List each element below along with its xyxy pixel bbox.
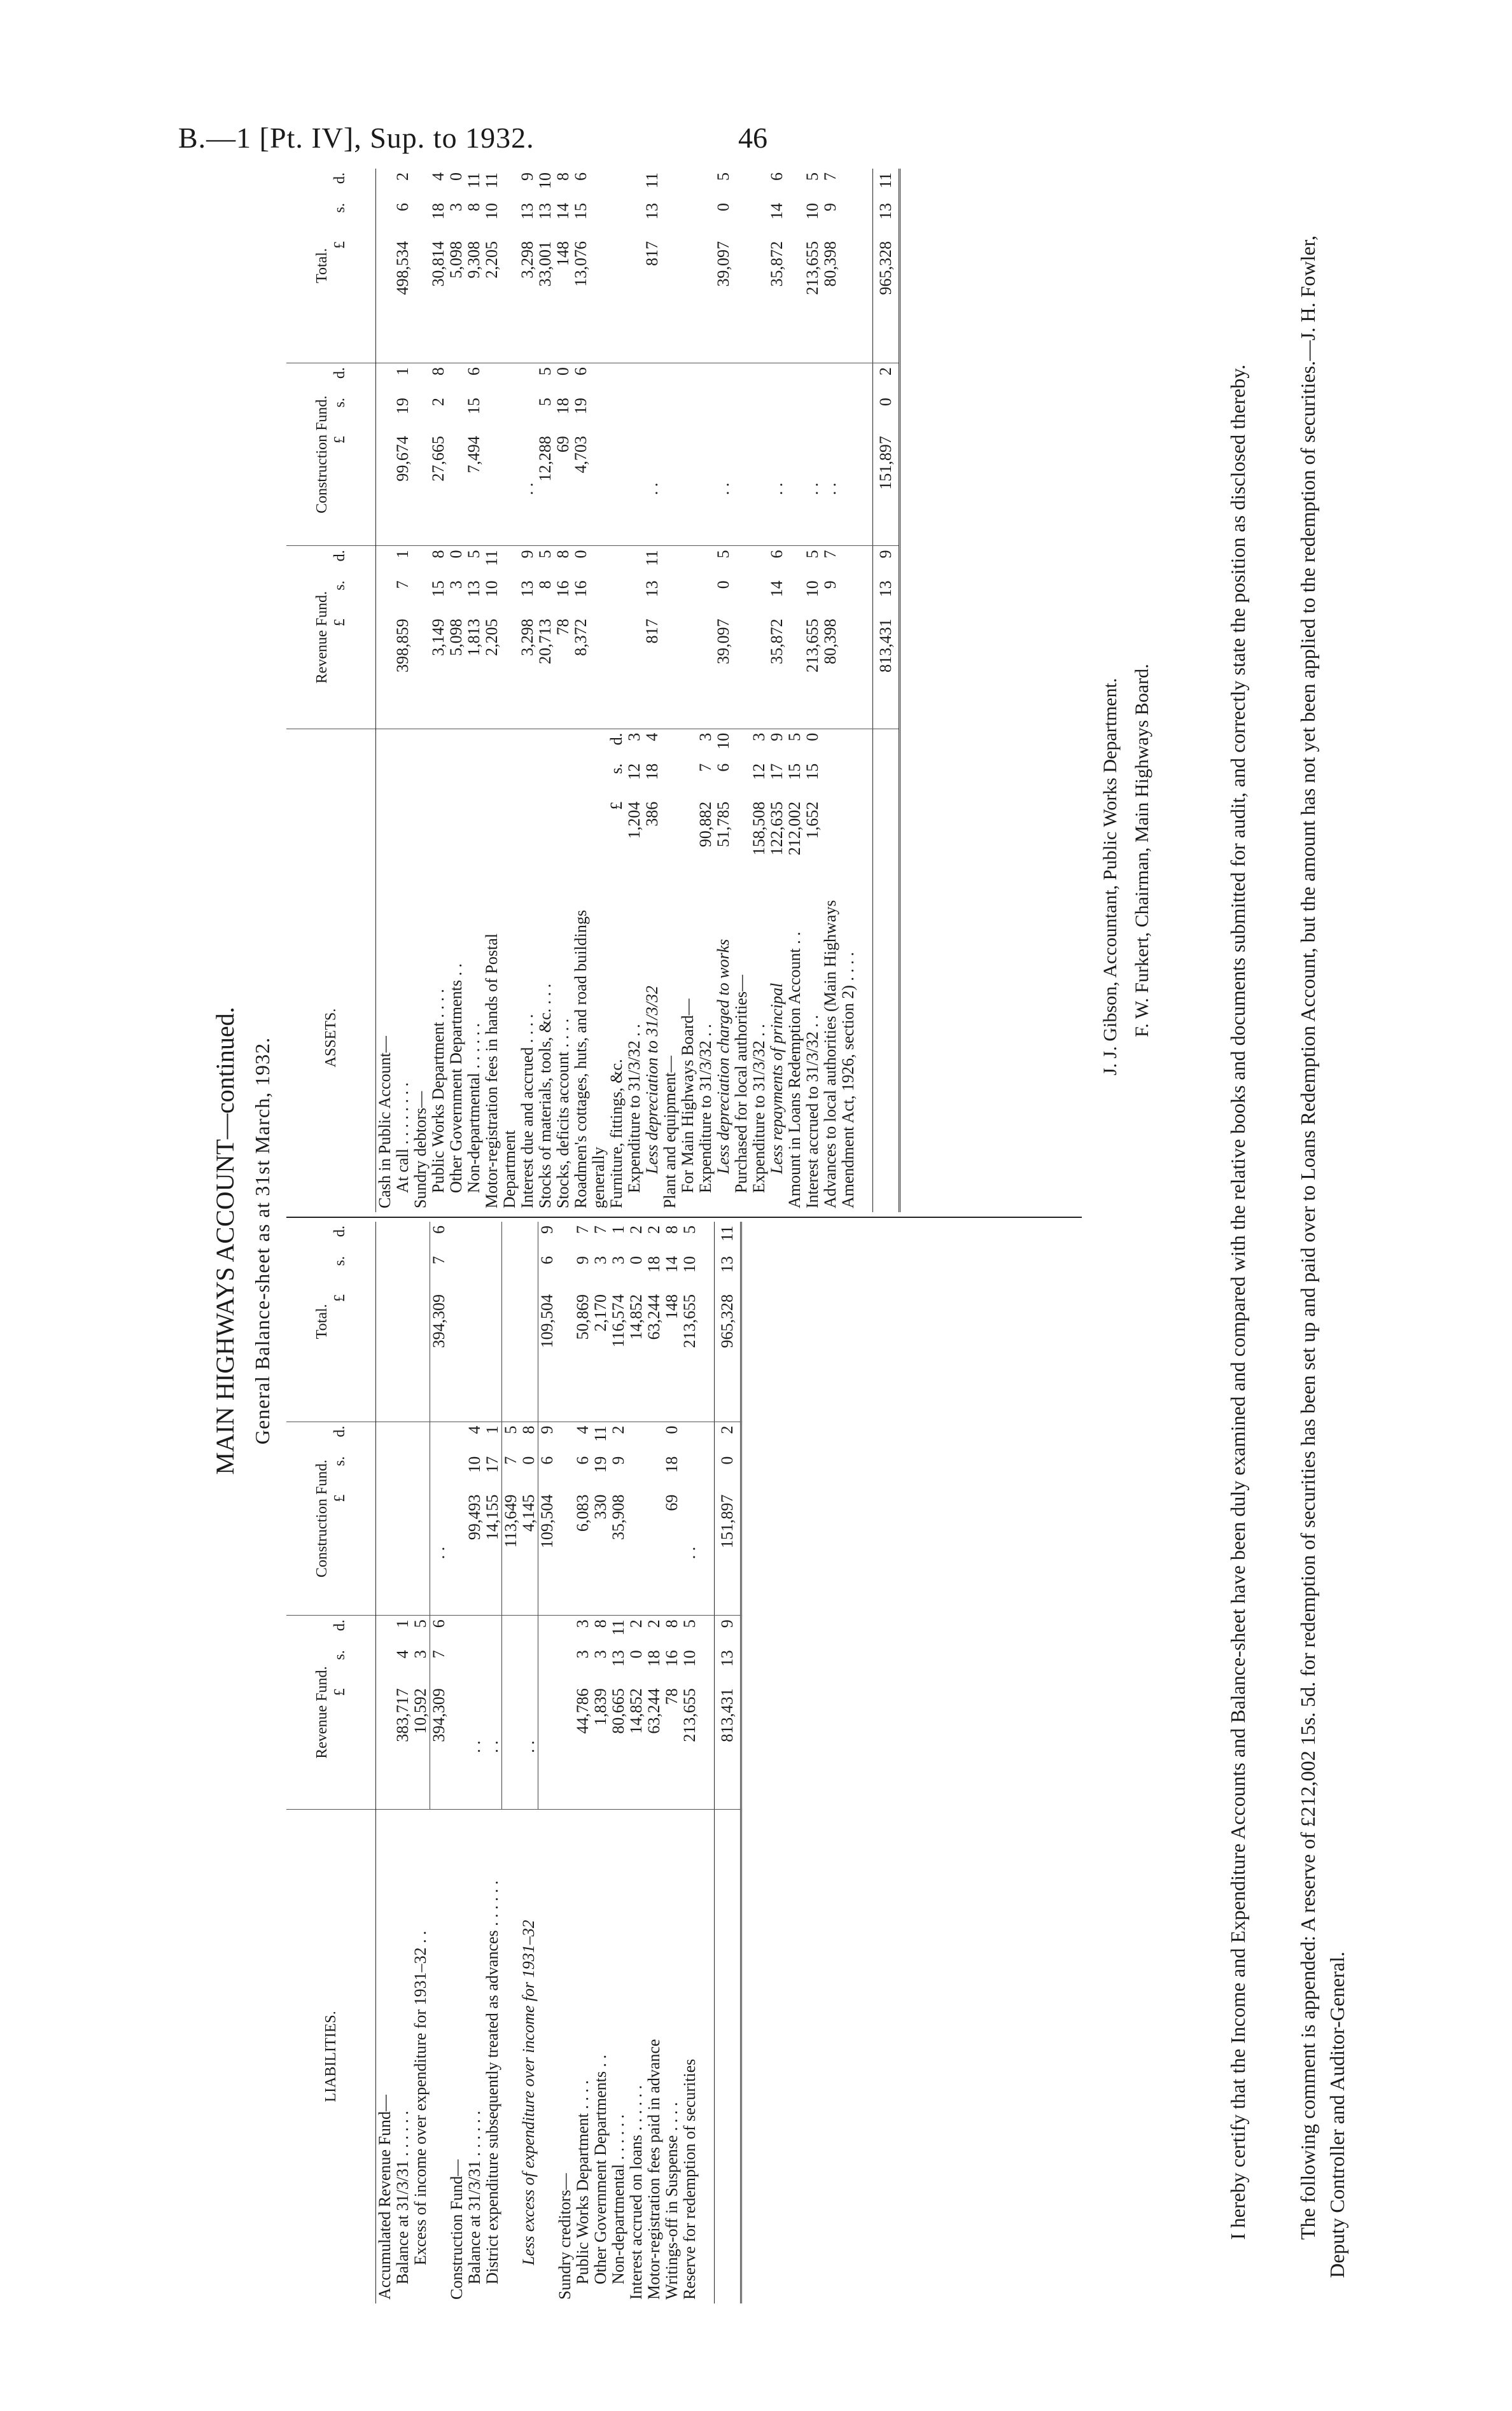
- total-amount: 5,098 3 0: [447, 169, 465, 363]
- certification-text: I hereby certify that the Income and Expenditure Accounts and Balance-sheet have been duly examined and compared with the relative books and documents submitted for audit, and correctly state the position as disclosed thereby.: [1226, 364, 1249, 2240]
- row-label: Plant and equipment—: [661, 1056, 679, 1208]
- currency-units: £ s. d.: [332, 367, 348, 444]
- construction-fund-amount: [786, 363, 804, 546]
- construction-fund-amount: . .: [768, 363, 786, 546]
- construction-fund-heading-label: Construction Fund.: [314, 395, 330, 514]
- table-row: [608, 169, 626, 1212]
- row-label: Interest accrued on loans . . . . . .: [627, 2085, 645, 2300]
- assets-header-row: [286, 169, 376, 1212]
- assets-body: [376, 169, 900, 1212]
- construction-fund-amount: [448, 1422, 466, 1616]
- inner-amount: [483, 729, 519, 863]
- revenue-fund-amount: [448, 1616, 466, 1810]
- construction-fund-amount: [608, 363, 626, 546]
- construction-fund-amount: [732, 363, 750, 546]
- row-label: Sundry debtors—: [411, 1091, 430, 1208]
- total-amount: [520, 1222, 538, 1422]
- construction-fund-amount: [483, 363, 519, 546]
- grand-total-row: [873, 169, 900, 1212]
- total-heading: [286, 169, 376, 363]
- table-row: [412, 169, 430, 1212]
- rotated-balance-sheet: [210, 165, 1349, 2316]
- revenue-fund-amount: 78 16 8: [663, 1616, 681, 1810]
- table-row: [536, 169, 554, 1212]
- revenue-fund-heading-label: Revenue Fund.: [314, 1666, 330, 1759]
- table-row: [394, 169, 412, 1212]
- table-row: [483, 169, 519, 1212]
- liabilities-table: [286, 1222, 742, 2303]
- row-label: Stocks of materials, tools, &c. . . .: [536, 983, 554, 1208]
- construction-fund-amount: [645, 1422, 663, 1616]
- revenue-fund-amount: [626, 546, 643, 729]
- row-label: Amount in Loans Redemption Account . .: [785, 932, 804, 1208]
- total-amount: 2,170 3 7: [592, 1222, 610, 1422]
- construction-fund-heading-label: Construction Fund.: [314, 1459, 330, 1578]
- total-amount: 148 14 8: [554, 169, 572, 363]
- table-row: [556, 1222, 574, 2303]
- row-label: Furniture, fittings, &c.: [607, 1059, 626, 1208]
- row-label: Less excess of expenditure over income for 1931–32: [519, 1920, 538, 2265]
- row-label: Expenditure to 31/3/32 . .: [625, 1024, 643, 1193]
- table-row: [663, 1222, 681, 2303]
- table-row: [447, 169, 465, 1212]
- construction-fund-amount: [376, 363, 395, 546]
- row-label: For Main Highways Board—: [678, 998, 697, 1193]
- construction-fund-amount: 6,083 6 4: [574, 1422, 592, 1616]
- inner-amount: [822, 729, 857, 863]
- total-amount: 498,534 6 2: [394, 169, 412, 363]
- inner-amount: 51,785 6 10: [714, 732, 732, 848]
- total-amount: 817 13 11: [643, 169, 661, 363]
- row-label: [502, 1809, 521, 2303]
- total-amount: [626, 169, 643, 363]
- row-label: Less depreciation charged to works: [714, 939, 732, 1174]
- construction-fund-amount: [626, 363, 643, 546]
- row-label: Accumulated Revenue Fund—: [375, 2094, 394, 2300]
- auditor-comment: The following comment is appended: A reserve of £212,002 15s. 5d. for redemption of securities has been set up and paid over to Loans Redemption Account, but the amount has not yet been applied to the redemption of securities.—J. H. Fowler, Deputy Controller and Auditor-General.: [1296, 235, 1348, 2278]
- revenue-fund-amount: 3,149 15 8: [430, 546, 447, 729]
- total-heading: [286, 1222, 376, 1422]
- row-label: Interest accrued to 31/3/32 . .: [803, 1015, 822, 1208]
- row-label: Other Government Departments . .: [447, 963, 465, 1193]
- liabilities-heading: LIABILITIES.: [286, 1809, 376, 2303]
- total-amount: 35,872 14 6: [768, 169, 786, 363]
- row-label: Expenditure to 31/3/32 . .: [750, 1024, 768, 1193]
- table-row: [750, 169, 768, 1212]
- row-label: Reserve for redemption of securities: [680, 2058, 699, 2300]
- total-amount: [502, 1222, 521, 1422]
- table-row: [572, 169, 608, 1212]
- revenue-fund-amount: [732, 546, 750, 729]
- construction-fund-amount: 4,703 19 6: [572, 363, 608, 546]
- total-amount: 394,309 7 6: [430, 1222, 449, 1422]
- total-amount: 39,097 0 5: [715, 169, 732, 363]
- construction-fund-total: 151,897 0 2: [715, 1422, 741, 1616]
- total-amount: [750, 169, 768, 363]
- inner-amount: 90,882 7 3: [696, 732, 715, 848]
- total-amount: [412, 169, 430, 363]
- table-row: [786, 169, 804, 1212]
- revenue-fund-amount: [679, 546, 697, 729]
- table-row: [610, 1222, 627, 2303]
- row-label: Motor-registration fees in hands of Postal Department: [482, 933, 519, 1208]
- total-amount: 2,205 10 11: [483, 169, 519, 363]
- total-heading-label: Total.: [314, 248, 330, 284]
- grand-total: 965,328 13 11: [873, 169, 900, 363]
- construction-fund-amount: [376, 1422, 395, 1616]
- table-row: [502, 1222, 521, 2303]
- grand-total: 965,328 13 11: [715, 1222, 741, 1422]
- row-label: Other Government Departments . .: [591, 2054, 610, 2284]
- currency-units: £ s. d.: [332, 1226, 348, 1302]
- construction-fund-amount: [679, 363, 697, 546]
- row-label: Advances to local authorities (Main Highways Amendment Act, 1926, section 2) . . . .: [821, 900, 857, 1208]
- table-row: [822, 169, 857, 1212]
- construction-fund-amount: [627, 1422, 645, 1616]
- table-row: [697, 169, 715, 1212]
- revenue-fund-amount: 14,852 0 2: [627, 1616, 645, 1810]
- row-label: Expenditure to 31/3/32 . .: [696, 1024, 715, 1193]
- revenue-fund-amount: [538, 1616, 557, 1810]
- construction-fund-amount: . .: [519, 363, 536, 546]
- table-row: [538, 1222, 557, 2303]
- revenue-fund-amount: 80,398 9 7: [822, 546, 857, 729]
- currency-units: £ s. d.: [332, 550, 348, 627]
- inner-amount: 1,652 15 0: [803, 732, 822, 839]
- construction-fund-amount: 113,649 7 5: [502, 1422, 521, 1616]
- table-row: [645, 1222, 663, 2303]
- inner-amount-heading: [286, 729, 376, 863]
- revenue-fund-amount: 44,786 3 3: [574, 1616, 592, 1810]
- row-label: Less depreciation to 31/3/32: [643, 986, 661, 1174]
- revenue-fund-amount: 1,813 13 5: [465, 546, 483, 729]
- table-row: [465, 169, 483, 1212]
- construction-fund-heading: [286, 363, 376, 546]
- row-label: Public Works Department . . . .: [429, 989, 447, 1193]
- construction-fund-amount: 330 19 11: [592, 1422, 610, 1616]
- construction-fund-amount: [556, 1422, 574, 1616]
- revenue-fund-amount: 394,309 7 6: [430, 1616, 449, 1810]
- revenue-fund-amount: . .: [466, 1616, 484, 1810]
- construction-fund-amount: 99,674 19 1: [394, 363, 412, 546]
- liabilities-header-row: [286, 1222, 376, 2303]
- revenue-fund-amount: [376, 546, 395, 729]
- table-row: [679, 169, 697, 1212]
- total-amount: [661, 169, 679, 363]
- revenue-fund-heading: [286, 546, 376, 729]
- revenue-fund-amount: [697, 546, 715, 729]
- total-amount: [376, 1222, 395, 1422]
- table-row: [466, 1222, 484, 2303]
- row-label: Balance at 31/3/31 . . . . . .: [393, 2111, 412, 2284]
- revenue-fund-amount: 1,839 3 8: [592, 1616, 610, 1810]
- total-amount: [679, 169, 697, 363]
- construction-fund-amount: . .: [804, 363, 822, 546]
- table-row: [768, 169, 786, 1212]
- inner-amount: [519, 729, 536, 863]
- document-reference: B.—1 [Pt. IV], Sup. to 1932.: [178, 122, 535, 154]
- revenue-fund-heading-label: Revenue Fund.: [314, 591, 330, 684]
- table-row: [804, 169, 822, 1212]
- revenue-fund-heading: [286, 1616, 376, 1810]
- construction-fund-amount: 109,504 6 9: [538, 1422, 557, 1616]
- row-label: At call . . . . . . . .: [393, 1082, 412, 1193]
- inner-amount: £ s. d.: [607, 732, 626, 810]
- revenue-fund-amount: 8,372 16 0: [572, 546, 608, 729]
- construction-fund-amount: [412, 363, 430, 546]
- signature-furkert: F. W. Furkert, Chairman, Main Highways Board.: [1131, 664, 1152, 1037]
- inner-amount: [661, 729, 679, 863]
- revenue-fund-amount: [786, 546, 804, 729]
- revenue-fund-total: 813,431 13 9: [715, 1616, 741, 1810]
- table-row: [430, 169, 447, 1212]
- inner-amount: [465, 729, 483, 863]
- signature-gibson: J. J. Gibson, Accountant, Public Works Department.: [1100, 678, 1121, 1075]
- table-row: [520, 1222, 538, 2303]
- construction-fund-amount: 69 18 0: [663, 1422, 681, 1616]
- construction-fund-amount: [394, 1422, 412, 1616]
- row-label: [538, 1809, 557, 2303]
- inner-amount: 1,204 12 3: [625, 732, 643, 839]
- revenue-fund-amount: 78 16 8: [554, 546, 572, 729]
- table-row: [626, 169, 643, 1212]
- row-label: Less repayments of principal: [767, 982, 786, 1174]
- row-label: Excess of income over expenditure for 1931–32 . .: [411, 1931, 430, 2265]
- revenue-fund-amount: [412, 546, 430, 729]
- inner-amount: 386 18 4: [643, 732, 661, 827]
- table-row: [715, 169, 732, 1212]
- total-amount: 33,001 13 10: [536, 169, 554, 363]
- inner-amount: [412, 729, 430, 863]
- total-amount: [412, 1222, 430, 1422]
- table-row: [627, 1222, 645, 2303]
- table-row: [554, 169, 572, 1212]
- signature-block: [1095, 185, 1158, 1075]
- row-label: Public Works Department . . . .: [573, 2080, 592, 2284]
- total-amount: [466, 1222, 484, 1422]
- total-amount: [484, 1222, 502, 1422]
- total-amount: [608, 169, 626, 363]
- page-number: 46: [738, 122, 767, 154]
- row-label: Writings-off in Suspense . . . .: [662, 2102, 681, 2300]
- row-label: Balance at 31/3/31 . . . . . .: [465, 2111, 484, 2284]
- revenue-fund-amount: 5,098 3 0: [447, 546, 465, 729]
- construction-fund-amount: . .: [643, 363, 661, 546]
- construction-fund-total: 151,897 0 2: [873, 363, 900, 546]
- inner-amount: [679, 729, 697, 863]
- total-amount: [394, 1222, 412, 1422]
- inner-amount: [430, 729, 447, 863]
- page-title: MAIN HIGHWAYS ACCOUNT—continued.: [211, 1007, 239, 1475]
- row-label: Roadmen's cottages, huts, and road buildings generally: [571, 909, 608, 1208]
- inner-amount: [554, 729, 572, 863]
- inner-amount: [376, 729, 395, 863]
- construction-fund-amount: 4,145 0 8: [520, 1422, 538, 1616]
- assets-heading: ASSETS.: [286, 863, 376, 1212]
- revenue-fund-amount: [376, 1616, 395, 1810]
- total-amount: [786, 169, 804, 363]
- table-row: [484, 1222, 502, 2303]
- total-amount: 9,308 8 11: [465, 169, 483, 363]
- total-amount: 13,076 15 6: [572, 169, 608, 363]
- table-row: [592, 1222, 610, 2303]
- revenue-fund-amount: [502, 1616, 521, 1810]
- revenue-fund-amount: . .: [484, 1616, 502, 1810]
- table-row: [574, 1222, 592, 2303]
- revenue-fund-amount: [608, 546, 626, 729]
- table-row: [394, 1222, 412, 2303]
- revenue-fund-amount: 80,665 13 11: [610, 1616, 627, 1810]
- currency-units: £ s. d.: [332, 172, 348, 249]
- construction-fund-amount: 27,665 2 8: [430, 363, 447, 546]
- revenue-fund-amount: 39,097 0 5: [715, 546, 732, 729]
- revenue-fund-total: 813,431 13 9: [873, 546, 900, 729]
- construction-fund-amount: [697, 363, 715, 546]
- total-amount: 213,655 10 5: [681, 1222, 699, 1422]
- revenue-fund-amount: 63,244 18 2: [645, 1616, 663, 1810]
- inner-amount: [394, 729, 412, 863]
- total-amount: [732, 169, 750, 363]
- total-amount: 213,655 10 5: [804, 169, 822, 363]
- inner-amount: 122,635 17 9: [767, 732, 786, 856]
- total-heading-label: Total.: [314, 1304, 330, 1339]
- construction-fund-amount: 7,494 15 6: [465, 363, 483, 546]
- inner-amount: 212,002 15 5: [785, 732, 804, 856]
- total-amount: 63,244 18 2: [645, 1222, 663, 1422]
- inner-amount: [732, 729, 750, 863]
- table-row: [681, 1222, 699, 2303]
- construction-fund-amount: 12,288 5 5: [536, 363, 554, 546]
- total-amount: 3,298 13 9: [519, 169, 536, 363]
- row-label: Interest due and accrued . . . .: [518, 1014, 536, 1208]
- revenue-fund-amount: . .: [520, 1616, 538, 1810]
- construction-fund-amount: . .: [715, 363, 732, 546]
- revenue-fund-amount: 2,205 10 11: [483, 546, 519, 729]
- revenue-fund-amount: [661, 546, 679, 729]
- revenue-fund-amount: 213,655 10 5: [681, 1616, 699, 1810]
- construction-fund-amount: 69 18 0: [554, 363, 572, 546]
- construction-fund-amount: [661, 363, 679, 546]
- inner-amount: [536, 729, 554, 863]
- construction-fund-amount: [750, 363, 768, 546]
- total-amount: 14,852 0 2: [627, 1222, 645, 1422]
- construction-fund-amount: . .: [430, 1422, 449, 1616]
- revenue-fund-amount: 383,717 4 1: [394, 1616, 412, 1810]
- construction-fund-amount: [447, 363, 465, 546]
- row-label: Non-departmental . . . . . .: [465, 1023, 483, 1193]
- total-amount: 30,814 18 4: [430, 169, 447, 363]
- row-label: [430, 1809, 449, 2303]
- revenue-fund-amount: 10,592 3 5: [412, 1616, 430, 1810]
- row-label: Purchased for local authorities—: [732, 975, 750, 1193]
- construction-fund-amount: 99,493 10 4: [466, 1422, 484, 1616]
- table-row: [448, 1222, 466, 2303]
- revenue-fund-amount: 35,872 14 6: [768, 546, 786, 729]
- table-row: [412, 1222, 430, 2303]
- total-amount: 109,504 6 9: [538, 1222, 557, 1422]
- liabilities-body: [376, 1222, 741, 2303]
- column-divider: [286, 1217, 1082, 1218]
- total-amount: 116,574 3 1: [610, 1222, 627, 1422]
- total-amount: [697, 169, 715, 363]
- revenue-fund-amount: 20,713 8 5: [536, 546, 554, 729]
- table-row: [376, 1222, 395, 2303]
- assets-table: [286, 169, 900, 1212]
- spacer-row: [699, 1222, 715, 2303]
- total-amount: 148 14 8: [663, 1222, 681, 1422]
- construction-fund-amount: 35,908 9 2: [610, 1422, 627, 1616]
- table-row: [519, 169, 536, 1212]
- row-label: Sundry creditors—: [556, 2173, 574, 2300]
- revenue-fund-amount: [556, 1616, 574, 1810]
- inner-amount: [572, 729, 608, 863]
- row-label: Non-departmental . . . . . .: [609, 2114, 627, 2284]
- page-subtitle: General Balance-sheet as at 31st March, 1932.: [251, 1037, 274, 1445]
- construction-fund-amount: [412, 1422, 430, 1616]
- row-label: Motor-registration fees paid in advance: [645, 2039, 663, 2300]
- inner-amount: 158,508 12 3: [750, 732, 768, 856]
- revenue-fund-amount: 213,655 10 5: [804, 546, 822, 729]
- row-label: Stocks, deficits account . . . .: [554, 1018, 572, 1208]
- table-row: [430, 1222, 449, 2303]
- row-label: Cash in Public Account—: [375, 1036, 394, 1208]
- total-amount: 50,869 9 7: [574, 1222, 592, 1422]
- construction-fund-heading: [286, 1422, 376, 1616]
- row-label: District expenditure subsequently treated as advances . . . . . .: [483, 1880, 501, 2284]
- grand-total-row: [715, 1222, 741, 2303]
- page-header: [178, 121, 1375, 159]
- revenue-fund-amount: 398,859 7 1: [394, 546, 412, 729]
- row-label: Construction Fund—: [447, 2159, 466, 2300]
- table-row: [661, 169, 679, 1212]
- currency-units: £ s. d.: [332, 1425, 348, 1502]
- total-amount: 80,398 9 7: [822, 169, 857, 363]
- total-amount: [556, 1222, 574, 1422]
- total-amount: [448, 1222, 466, 1422]
- table-row: [643, 169, 661, 1212]
- spacer-row: [857, 169, 873, 1212]
- revenue-fund-amount: [750, 546, 768, 729]
- currency-units: £ s. d.: [332, 1619, 348, 1696]
- construction-fund-amount: 14,155 17 1: [484, 1422, 502, 1616]
- revenue-fund-amount: 817 13 11: [643, 546, 661, 729]
- construction-fund-amount: . .: [681, 1422, 699, 1616]
- revenue-fund-amount: 3,298 13 9: [519, 546, 536, 729]
- construction-fund-amount: . .: [822, 363, 857, 546]
- table-row: [376, 169, 395, 1212]
- inner-amount: [447, 729, 465, 863]
- total-amount: [376, 169, 395, 363]
- table-row: [732, 169, 750, 1212]
